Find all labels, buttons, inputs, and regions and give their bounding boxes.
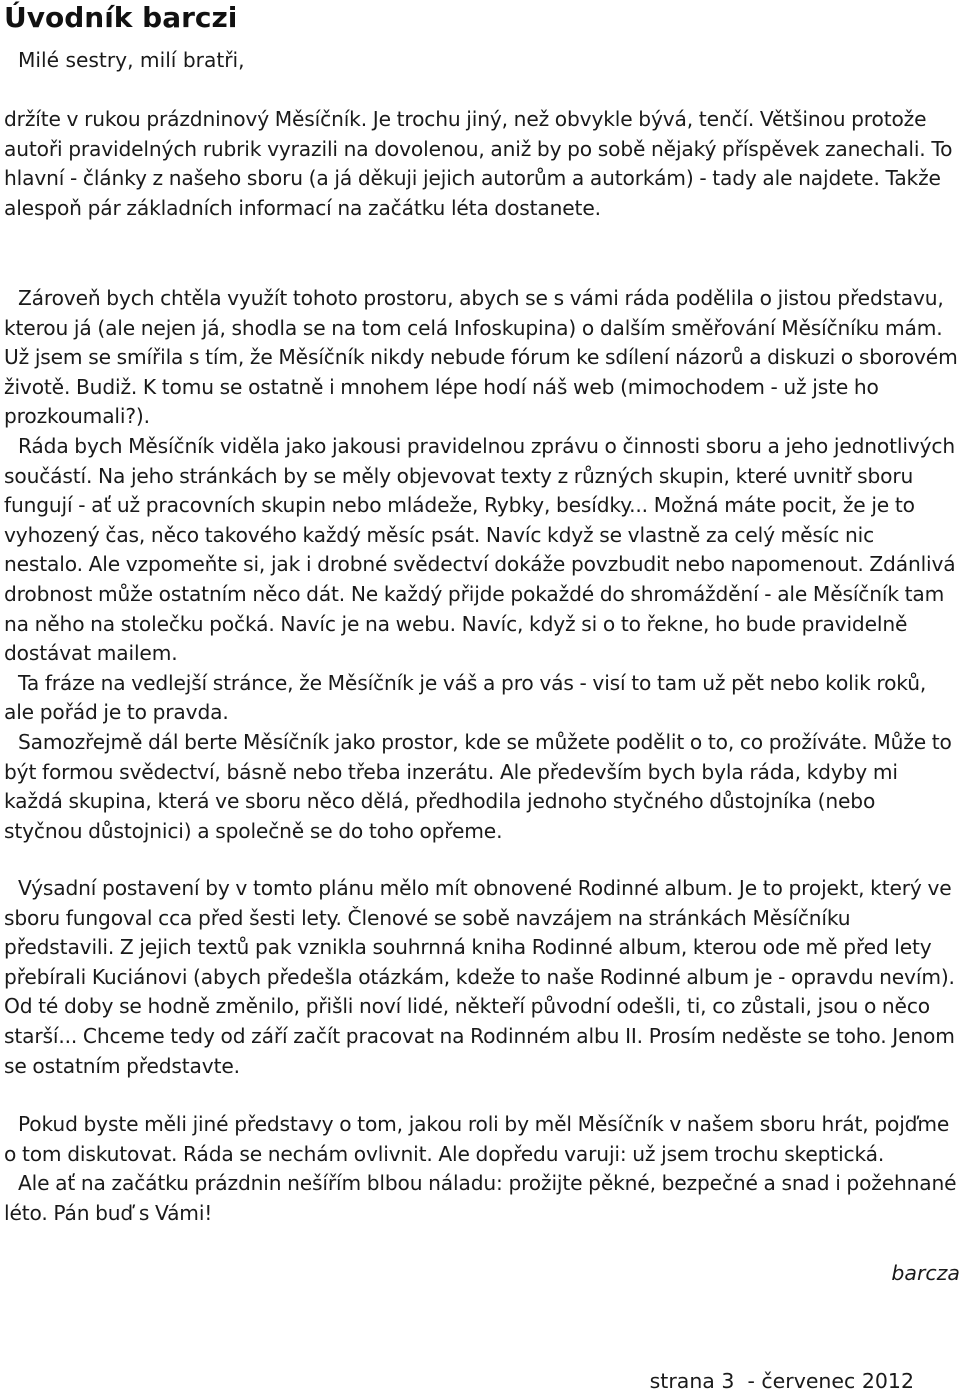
paragraph-vision: Zároveň bych chtěla využít tohoto prostoru, abych se s vámi ráda podělila o jistou představu, kterou já (ale nejen já, shodla se na tom celá Infoskupina) o dalším směřování Měsíčníku mám. Už jsem se smířila s tím, že Měsíčník nikdy nebude fórum ke sdílení názorů a diskuzi o sborovém životě. Budiž. K tomu se ostatně i mnohem lépe hodí náš web (mimochodem - už jste ho prozkoumali?). (4, 286, 958, 429)
paragraph-family-album: Výsadní postavení by v tomto plánu mělo mít obnovené Rodinné album. Je to projekt, který ve sboru fungoval cca před šesti lety. Členové se sobě navzájem na stránkách Měsíčníku představili. Z jejich textů pak vznikla souhrnná kniha Rodinné album, kterou ode mě před lety přebírali Kuciánovi (abych předešla otázkám, kdeže to naše Rodinné album je - opravdu nevím). Od té doby se hodně změnilo, přišli noví lidé, někteří původní odešli, ti, co zůstali, jsou o něco starší... Chceme tedy od září začít pracovat na Rodinném albu II. Prosím neděste se toho. Jenom se ostatním představte. (4, 876, 955, 1078)
page-footer: strana 3 - červenec 2012 (649, 1369, 914, 1393)
paragraph-block-4 (4, 1110, 958, 1228)
paragraph-space: Samozřejmě dál berte Měsíčník jako prostor, kde se můžete podělit o to, co prožíváte. Může to být formou svědectví, básně nebo třeba inzerátu. Ale především bych byla ráda, kdyby mi každá skupina, která ve sboru něco dělá, předhodila jednoho styčného důstojníka (nebo styčnou důstojnici) a společně se do toho opřeme. (4, 729, 952, 843)
paragraph-block-1 (4, 105, 958, 223)
paragraph-block-3 (4, 874, 958, 1081)
paragraph-report: Ráda bych Měsíčník viděla jako jakousi pravidelnou zprávu o činnosti sboru a jeho jednotlivých součástí. Na jeho stránkách by se měly objevovat texty z různých skupin, které uvnitř sboru fungují - ať už pracovních skupin nebo mládeže, Rybky, besídky... Možná máte pocit, že je to vyhozený čas, něco takového každý měsíc psát. Navíc když se vlastně za celý měsíc nic nestalo. Ale vzpomeňte si, jak i drobné svědectví dokáže povzbudit nebo napomenout. Zdánlivá drobnost může ostatním něco dát. Ne každý přijde pokaždé do shromáždění - ale Měsíčník tam na něho na stolečku počká. Navíc je na webu. Navíc, když si o to řekne, ho bude pravidelně dostávat mailem. (4, 433, 956, 666)
paragraph-phrase: Ta fráze na vedlejší stránce, že Měsíčník je váš a pro vás - visí to tam už pět nebo kolik roků, ale pořád je to pravda. (4, 670, 927, 725)
paragraph-intro: držíte v rukou prázdninový Měsíčník. Je trochu jiný, než obvykle bývá, tenčí. Většinou protože autoři pravidelných rubrik vyrazili na dovolenou, aniž by po sobě nějaký příspěvek zanechali. To hlavní - články z našeho sboru (a já děkuji jejich autorům a autorkám) - tady ale najdete. Takže alespoň pár základních informací na začátku léta dostanete. (4, 107, 953, 220)
paragraph-discussion: Pokud byste měli jiné představy o tom, jakou roli by měl Měsíčník v našem sboru hrát, pojďme o tom diskutovat. Ráda se nechám ovlivnit. Ale dopředu varuji: už jsem trochu skeptická. (4, 1112, 950, 1166)
paragraph-closing: Ale ať na začátku prázdnin nešířím blbou náladu: prožijte pěkné, bezpečné a snad i požehnané léto. Pán buď s Vámi! (4, 1171, 957, 1225)
article-title: Úvodník barczi (4, 1, 238, 34)
author-signature: barcza (891, 1261, 960, 1285)
paragraph-block-2 (4, 284, 958, 846)
greeting: Milé sestry, milí bratři, (18, 48, 245, 72)
